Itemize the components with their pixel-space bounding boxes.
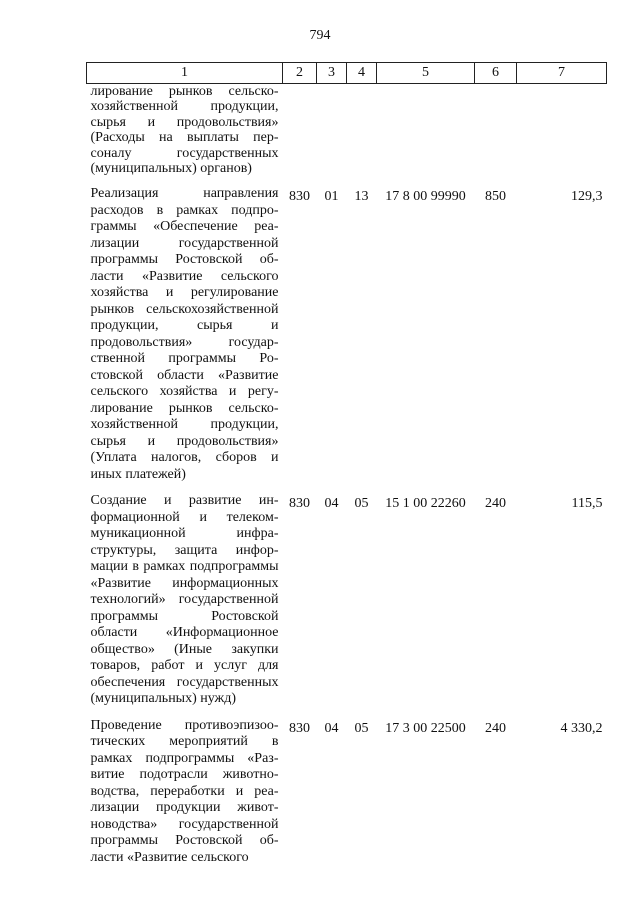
row-name: лирование рынков сельскохозяйственной продукции, сырья и продовольствия» (Расходы на выплаты персоналу государственных (муниципальных) органов) bbox=[90, 84, 279, 177]
table-row bbox=[87, 718, 607, 867]
row-subsection: 05 bbox=[354, 720, 369, 736]
row-ministry-code bbox=[283, 84, 317, 187]
row-name: Реализация направления расходов в рамках подпрограммы «Обеспечение реализации государственной программы Ростовской области «Развитие сельского хозяйства и регулирование рынков сельскохозяйственной продукции, сырья и продовольствия» государственной программы Ростовской области «Развитие сельского хозяйства и регулирование рынков сельскохозяйственной продукции, сырья и продовольствия» (Уплата налогов, сборов и иных платежей) bbox=[90, 186, 279, 482]
row-expense-type: 850 bbox=[485, 189, 506, 205]
table-row bbox=[87, 84, 607, 187]
row-section bbox=[317, 84, 347, 187]
table-row bbox=[87, 186, 607, 493]
row-name: Создание и развитие информационной и телекоммуникационной инфраструктуры, защита информации в рамках подпрограммы «Развитие информационных технологий» государственной программы Ростовской области «Информационное общество» (Иные закупки товаров, работ и услуг для обеспечения государственных (муниципальных) нужд) bbox=[90, 493, 279, 707]
row-target-article: 17 3 00 22500 bbox=[385, 720, 466, 736]
row-expense-type bbox=[475, 84, 517, 187]
row-target-article bbox=[377, 84, 475, 187]
row-section: 01 bbox=[324, 189, 339, 205]
row-amount: 115,5 bbox=[571, 496, 603, 512]
row-name: Проведение противоэпизоотических мероприятий в рамках подпрограммы «Развитие подотрасли животноводства, переработки и реализации продукции животноводства» государственной программы Ростовской области «Развитие сельского bbox=[90, 717, 279, 865]
row-expense-type: 240 bbox=[485, 720, 506, 736]
header-col-3: 3 bbox=[317, 63, 347, 84]
row-section: 04 bbox=[324, 720, 339, 736]
row-amount bbox=[517, 84, 607, 187]
budget-table-container bbox=[86, 62, 606, 866]
row-subsection: 05 bbox=[354, 496, 369, 512]
page-number: 794 bbox=[309, 28, 331, 43]
row-subsection bbox=[347, 84, 377, 187]
row-subsection: 13 bbox=[354, 189, 369, 205]
header-col-6: 6 bbox=[475, 63, 517, 84]
header-row bbox=[87, 63, 607, 84]
row-ministry-code: 830 bbox=[289, 720, 310, 736]
row-target-article: 15 1 00 22260 bbox=[385, 496, 466, 512]
row-amount: 129,3 bbox=[571, 189, 603, 205]
row-section: 04 bbox=[324, 496, 339, 512]
header-col-1: 1 bbox=[87, 63, 283, 84]
row-amount: 4 330,2 bbox=[560, 720, 603, 736]
row-target-article: 17 8 00 99990 bbox=[385, 189, 466, 205]
row-expense-type: 240 bbox=[485, 496, 506, 512]
header-col-7: 7 bbox=[517, 63, 607, 84]
header-col-5: 5 bbox=[377, 63, 475, 84]
row-ministry-code: 830 bbox=[289, 496, 310, 512]
table-header bbox=[87, 63, 607, 84]
header-col-4: 4 bbox=[347, 63, 377, 84]
header-col-2: 2 bbox=[283, 63, 317, 84]
table-row bbox=[87, 493, 607, 718]
budget-table bbox=[86, 62, 607, 866]
row-ministry-code: 830 bbox=[289, 189, 310, 205]
